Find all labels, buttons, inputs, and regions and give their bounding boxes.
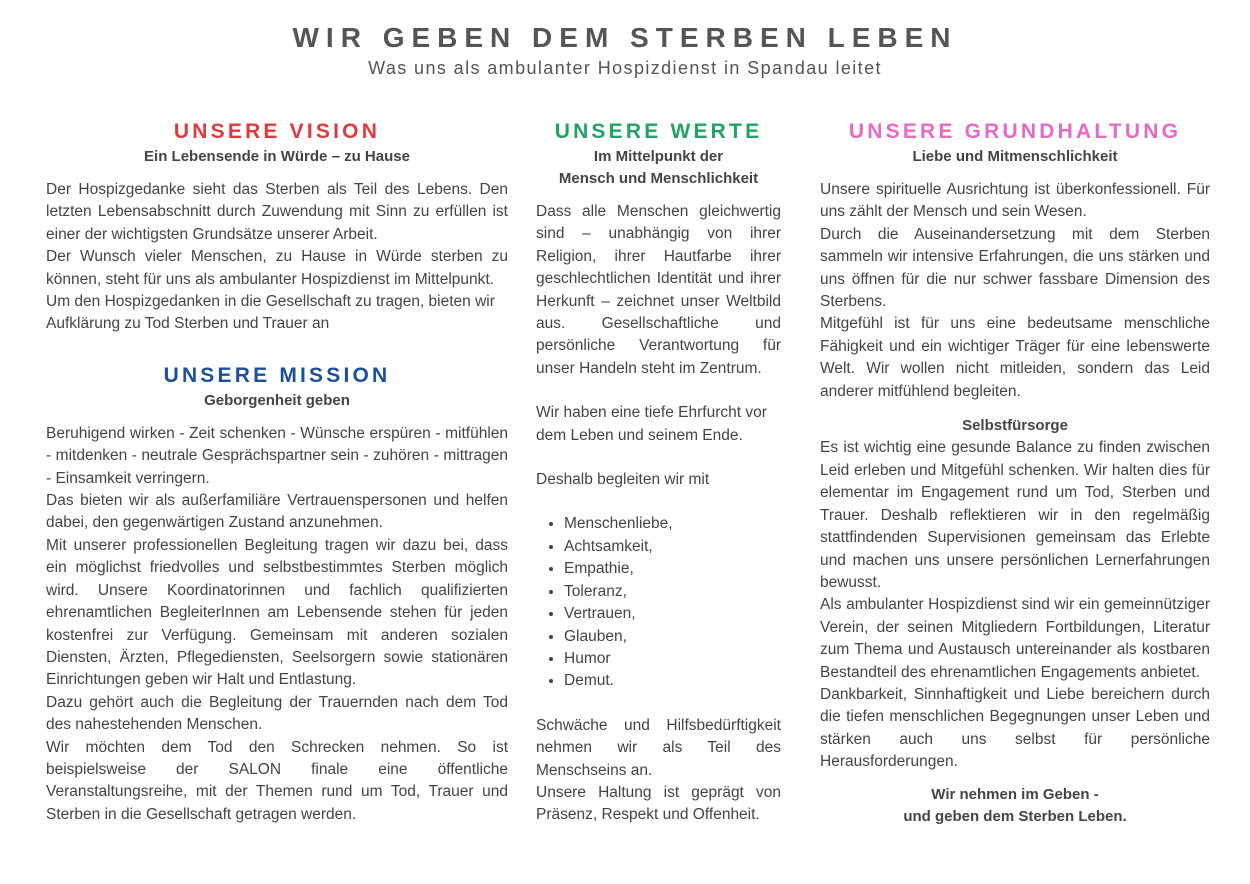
page-subtitle: Was uns als ambulanter Hospizdienst in Spandau leitet <box>368 58 882 78</box>
column-grundhaltung <box>820 118 1210 828</box>
vision-paragraph: Der Wunsch vieler Menschen, zu Hause in Würde sterben zu können, steht für uns als ambulanter Hospizdienst im Mittelpunkt. <box>46 248 508 288</box>
mission-title: UNSERE MISSION <box>163 363 391 387</box>
mission-subtitle: Geborgenheit geben <box>204 391 350 409</box>
vision-title: UNSERE VISION <box>173 120 381 143</box>
mission-body <box>46 423 508 826</box>
werte-title: UNSERE WERTE <box>554 120 763 143</box>
selbstfuersorge-heading: Selbstfürsorge <box>962 417 1068 435</box>
vision-paragraph: Um den Hospizgedanken in die Gesellschaft zu tragen, bieten wir Aufklärung zu Tod Sterben und Trauer an <box>46 293 495 333</box>
closing-line-2: und geben dem Sterben Leben. <box>903 807 1127 825</box>
list-item: • Demut. <box>564 670 781 692</box>
values-list <box>536 513 781 692</box>
list-item: • Vertrauen, <box>564 603 781 625</box>
werte-paragraph: Dass alle Menschen gleichwertig sind – unabhängig von ihrer Religion, ihrer Hautfarbe ihrer geschlechtlichen Identität und ihrer Herkunft – zeichnet unser Weltbild aus. Gesellschaftliche und persönliche Verantwortung für unser Handeln steht im Zentrum. <box>536 203 781 377</box>
mission-paragraph: Dazu gehört auch die Begleitung der Trauernden nach dem Tod des nahestehenden Menschen. <box>46 693 508 734</box>
list-item: • Humor <box>564 648 781 670</box>
selbstfuersorge-paragraph: Dankbarkeit, Sinnhaftigkeit und Liebe bereichern durch die tiefen menschlichen Begegnungen unser Leben und stärken auch uns selbst für persönliche Herausforderungen. <box>820 685 1210 771</box>
grundhaltung-body <box>820 179 1210 403</box>
grundhaltung-paragraph: Durch die Auseinandersetzung mit dem Sterben sammeln wir intensive Erfahrungen, die uns stärken und uns öffnen für die nur schwer fassbare Dimension des Sterbens. <box>820 225 1210 311</box>
selbstfuersorge-paragraph: Es ist wichtig eine gesunde Balance zu finden zwischen Leid erleben und Mitgefühl schenken. Wir halten dies für elementar im Engagement rund um Tod, Sterben und Trauer. Deshalb reflektieren wir in den regelmäßig stattfindenden Supervisionen gemeinsam das Erlebte und machen uns unsere persönlichen Lernerfahrungen bewusst. <box>820 439 1210 591</box>
werte-paragraph: Deshalb begleiten wir mit <box>536 471 710 489</box>
werte-subtitle-line2: Mensch und Menschlichkeit <box>558 170 759 187</box>
grundhaltung-paragraph: Mitgefühl ist für uns eine bedeutsame menschliche Fähigkeit und ein wichtiger Träger für eine lebenswerte Welt. Wir wollen nicht mitleiden, sondern das Leid anderer mitfühlend begleiten. <box>820 315 1210 400</box>
mission-paragraph: Das bieten wir als außerfamiliäre Vertrauenspersonen und helfen dabei, den gegenwärtigen Zustand anzunehmen. <box>46 492 508 532</box>
closing-line-1: Wir nehmen im Geben - <box>931 785 1099 803</box>
page-title: WIR GEBEN DEM STERBEN LEBEN <box>292 22 958 53</box>
vision-body <box>46 179 508 336</box>
selbstfuersorge-paragraph: Als ambulanter Hospizdienst sind wir ein gemeinnütziger Verein, der seinen Mitgliedern Fortbildungen, Literatur zum Thema und Austausch untereinander als kostbaren Bestandteil des ehrenamtlichen Engagements anbietet. <box>820 596 1210 681</box>
vision-paragraph: Der Hospizgedanke sieht das Sterben als Teil des Lebens. Den letzten Lebensabschnitt durch Zuwendung mit Sinn zu erfüllen ist einer der wichtigsten Grundsätze unserer Arbeit. <box>46 181 508 243</box>
list-item: • Toleranz, <box>564 581 781 603</box>
grundhaltung-subtitle: Liebe und Mitmenschlichkeit <box>912 148 1118 165</box>
selbstfuersorge-body <box>820 437 1210 773</box>
mission-paragraph: Mit unserer professionellen Begleitung tragen wir dazu bei, dass ein möglichst friedvolles und selbstbestimmtes Sterben möglich wird. Unsere Koordinatorinnen und fachlich qualifizierten ehrenamtlichen BegleiterInnen am Lebensende stehen für jeden kostenfrei zur Verfügung. Gemeinsam mit anderen sozialen Diensten, Ärzten, Pflegediensten, Seelsorgern sowie stationären Einrichtungen geben wir Halt und Entlastung. <box>46 536 508 689</box>
list-item: • Glauben, <box>564 626 781 648</box>
mission-paragraph: Wir möchten dem Tod den Schrecken nehmen. So ist beispielsweise der SALON finale eine öffentliche Veranstaltungsreihe, mit der Themen rund um Tod, Trauer und Sterben in die Gesellschaft getragen werden. <box>46 738 508 823</box>
werte-paragraph: Wir haben eine tiefe Ehrfurcht vor dem Leben und seinem Ende. <box>536 404 767 444</box>
column-werte <box>536 118 781 827</box>
werte-subtitle-line1: Im Mittelpunkt der <box>593 148 724 165</box>
grundhaltung-paragraph: Unsere spirituelle Ausrichtung ist überkonfessionell. Für uns zählt der Mensch und sein Wesen. <box>820 181 1210 221</box>
list-item: • Empathie, <box>564 558 781 580</box>
list-item: • Achtsamkeit, <box>564 536 781 558</box>
werte-body <box>536 201 781 827</box>
vision-subtitle: Ein Lebensende in Würde – zu Hause <box>144 148 410 165</box>
werte-paragraph: Schwäche und Hilfsbedürftigkeit nehmen wir als Teil des Menschseins an. <box>536 716 781 779</box>
column-vision-mission <box>46 118 508 826</box>
werte-paragraph: Unsere Haltung ist geprägt von Präsenz, Respekt und Offenheit. <box>536 783 781 824</box>
grundhaltung-title: UNSERE GRUNDHALTUNG <box>848 120 1182 143</box>
mission-paragraph: Beruhigend wirken - Zeit schenken - Wünsche erspüren - mitfühlen - mitdenken - neutrale Gesprächspartner sein - zuhören - mittragen - Einsamkeit verringern. <box>46 424 508 487</box>
list-item: • Menschenliebe, <box>564 513 781 535</box>
